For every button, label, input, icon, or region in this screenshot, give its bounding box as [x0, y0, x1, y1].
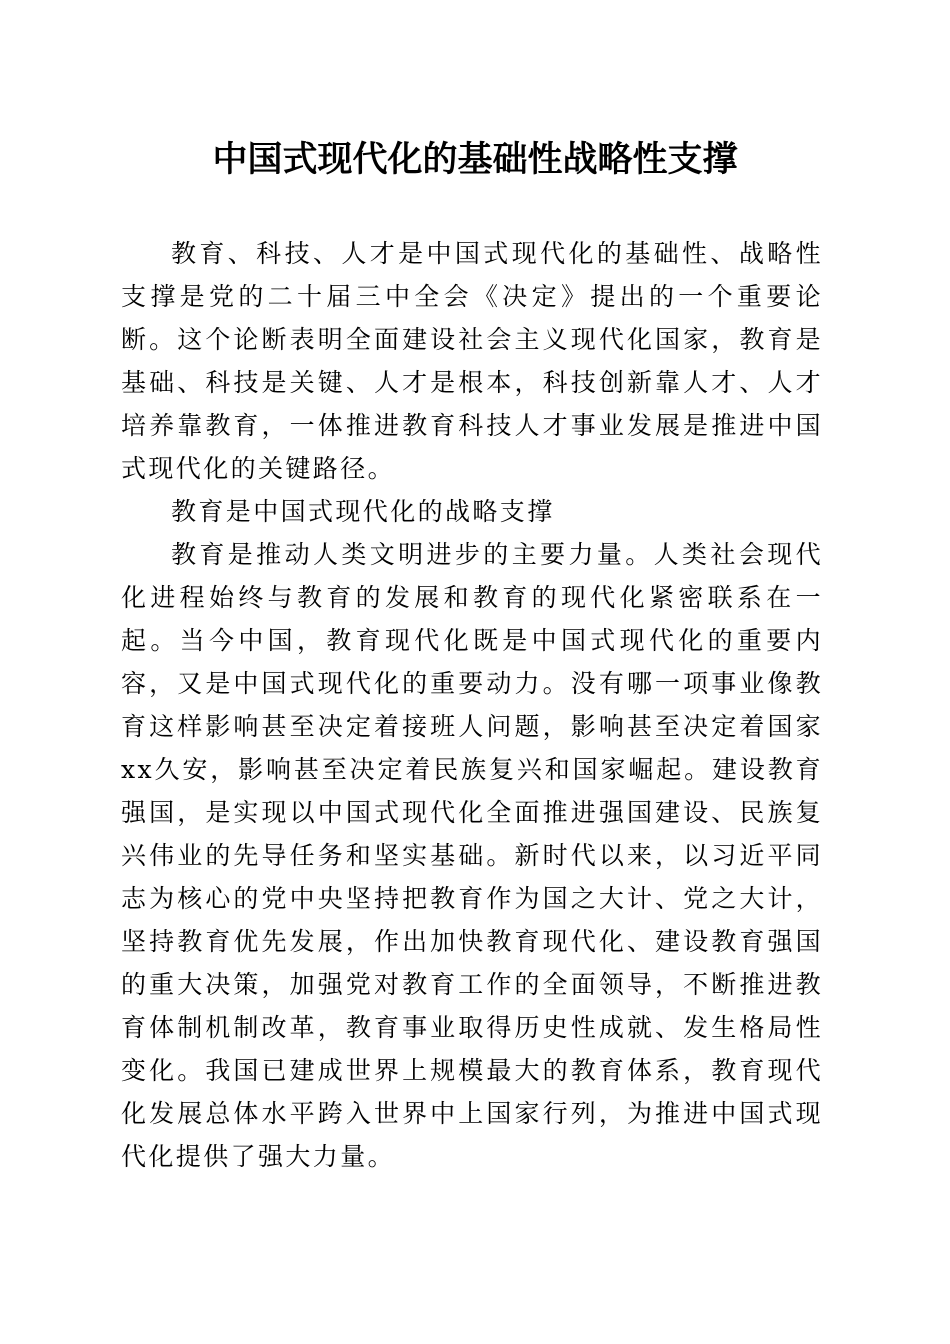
intro-paragraph: 教育、科技、人才是中国式现代化的基础性、战略性支撑是党的二十届三中全会《决定》提出的一个重要论断。这个论断表明全面建设社会主义现代化国家，教育是基础、科技是关键、人才是根本，科技创新靠人才、人才培养靠教育，一体推进教育科技人才事业发展是推进中国式现代化的关键路径。 — [121, 239, 823, 483]
document-title: 中国式现代化的基础性战略性支撑 — [212, 139, 738, 180]
education-paragraph: 教育是推动人类文明进步的主要力量。人类社会现代化进程始终与教育的发展和教育的现代化紧密联系在一起。当今中国，教育现代化既是中国式现代化的重要内容，又是中国式现代化的重要动力。没有哪一项事业像教育这样影响甚至决定着接班人问题，影响甚至决定着国家xx久安，影响甚至决定着民族复兴和国家崛起。建设教育强国，是实现以中国式现代化全面推进强国建设、民族复兴伟业的先导任务和坚实基础。新时代以来，以习近平同志为核心的党中央坚持把教育作为国之大计、党之大计，坚持教育优先发展，作出加快教育现代化、建设教育强国的重大决策，加强党对教育工作的全面领导，不断推进教育体制机制改革，教育事业取得历史性成就、发生格局性变化。我国已建成世界上规模最大的教育体系，教育现代化发展总体水平跨入世界中上国家行列，为推进中国式现代化提供了强大力量。 — [121, 540, 823, 1171]
document-body — [121, 232, 823, 1178]
section-heading: 教育是中国式现代化的战略支撑 — [171, 497, 555, 526]
